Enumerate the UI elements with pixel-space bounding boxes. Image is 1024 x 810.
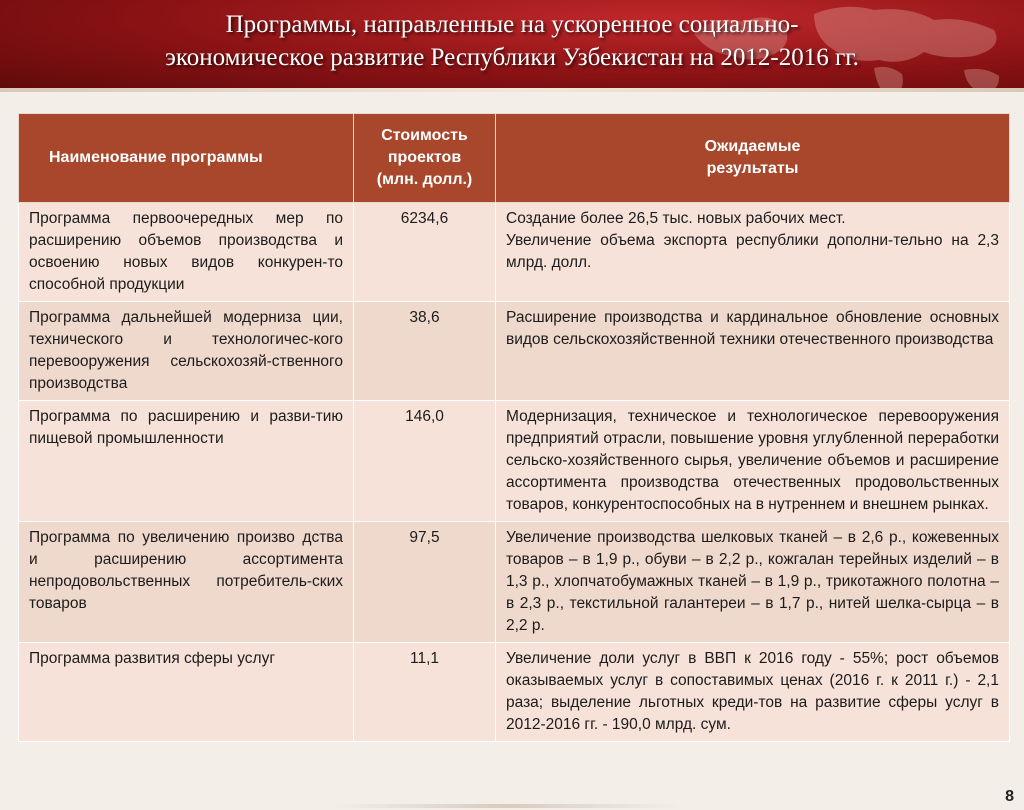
- table-row: [19, 522, 1010, 643]
- results-cell: Модернизация, техническое и технологическое перевооружения предприятий отрасли, повышение уровня углубленной переработки сельско-хозяйственного сырья, увеличение объемов и расширение ассортимента производства отечественных продовольственных товаров, конкурентоспособных на в нутреннем и внешнем рынках.: [496, 401, 1010, 522]
- table-row: [19, 401, 1010, 522]
- table-row: [19, 302, 1010, 401]
- header-cost-line-2: проектов: [387, 149, 462, 166]
- header-cost-line-1: Стоимость: [381, 127, 468, 144]
- program-name-cell: Программа первоочередных мер по расширению объемов производства и освоению новых видов конкурен-то способной продукции: [19, 203, 354, 302]
- header-banner: [0, 0, 1024, 92]
- program-name-cell: Программа по расширению и разви-тию пищевой промышленности: [19, 401, 354, 522]
- table-row: [19, 203, 1010, 302]
- header-results: [496, 114, 1010, 203]
- results-text: Создание более 26,5 тыс. новых рабочих мест.: [506, 210, 846, 227]
- results-cell: Увеличение производства шелковых тканей – в 2,6 р., кожевенных товаров – в 1,9 р., обуви – в 2,2 р., кожгалан терейных изделий – в 1,3 р., хлопчатобумажных тканей – в 1,9 р., трикотажного полотна – в 2,3 р., текстильной галантереи – в 1,7 р., нитей шелка-сырца – в 2,2 р.: [496, 522, 1010, 643]
- table-row: [19, 643, 1010, 742]
- program-name-cell: Программа по увеличению произво дства и расширению ассортимента непродовольственных потребитель-ских товаров: [19, 522, 354, 643]
- cost-cell: 6234,6: [354, 203, 496, 302]
- header-results-line-1: Ожидаемые: [704, 138, 801, 155]
- cost-cell: 38,6: [354, 302, 496, 401]
- page-title: [0, 8, 1024, 74]
- results-text-2: Увеличение объема экспорта республики дополни-тельно на 2,3 млрд. долл.: [506, 232, 999, 271]
- cost-cell: 146,0: [354, 401, 496, 522]
- results-cell: [496, 203, 1010, 302]
- header-results-line-2: результаты: [706, 160, 799, 177]
- page-number: 8: [1005, 788, 1014, 805]
- title-line-1: Программы, направленные на ускоренное социально-: [225, 11, 799, 38]
- header-cost-line-3: (млн. долл.): [376, 171, 473, 188]
- cost-cell: 11,1: [354, 643, 496, 742]
- results-cell: Расширение производства и кардинальное обновление основных видов сельскохозяйственной техники отечественного производства: [496, 302, 1010, 401]
- programs-table: [18, 113, 1010, 742]
- cost-cell: 97,5: [354, 522, 496, 643]
- header-cost: [354, 114, 496, 203]
- program-name-cell: Программа дальнейшей модерниза ции, технического и технологичес-кого перевооружения сельскохозяй-ственного производства: [19, 302, 354, 401]
- program-name-cell: Программа развития сферы услуг: [19, 643, 354, 742]
- title-line-2: экономическое развитие Республики Узбекистан на 2012-2016 гг.: [165, 44, 859, 71]
- header-program-name: Наименование программы: [19, 114, 354, 203]
- footer-decoration: [330, 804, 680, 808]
- header-divider: [0, 88, 1024, 92]
- table-header-row: [19, 114, 1010, 203]
- results-cell: Увеличение доли услуг в ВВП к 2016 году - 55%; рост объемов оказываемых услуг в сопоставимых ценах (2016 г. к 2011 г.) - 2,1 раза; выделение льготных креди-тов на развитие сферы услуг в 2012-2016 гг. - 190,0 млрд. сум.: [496, 643, 1010, 742]
